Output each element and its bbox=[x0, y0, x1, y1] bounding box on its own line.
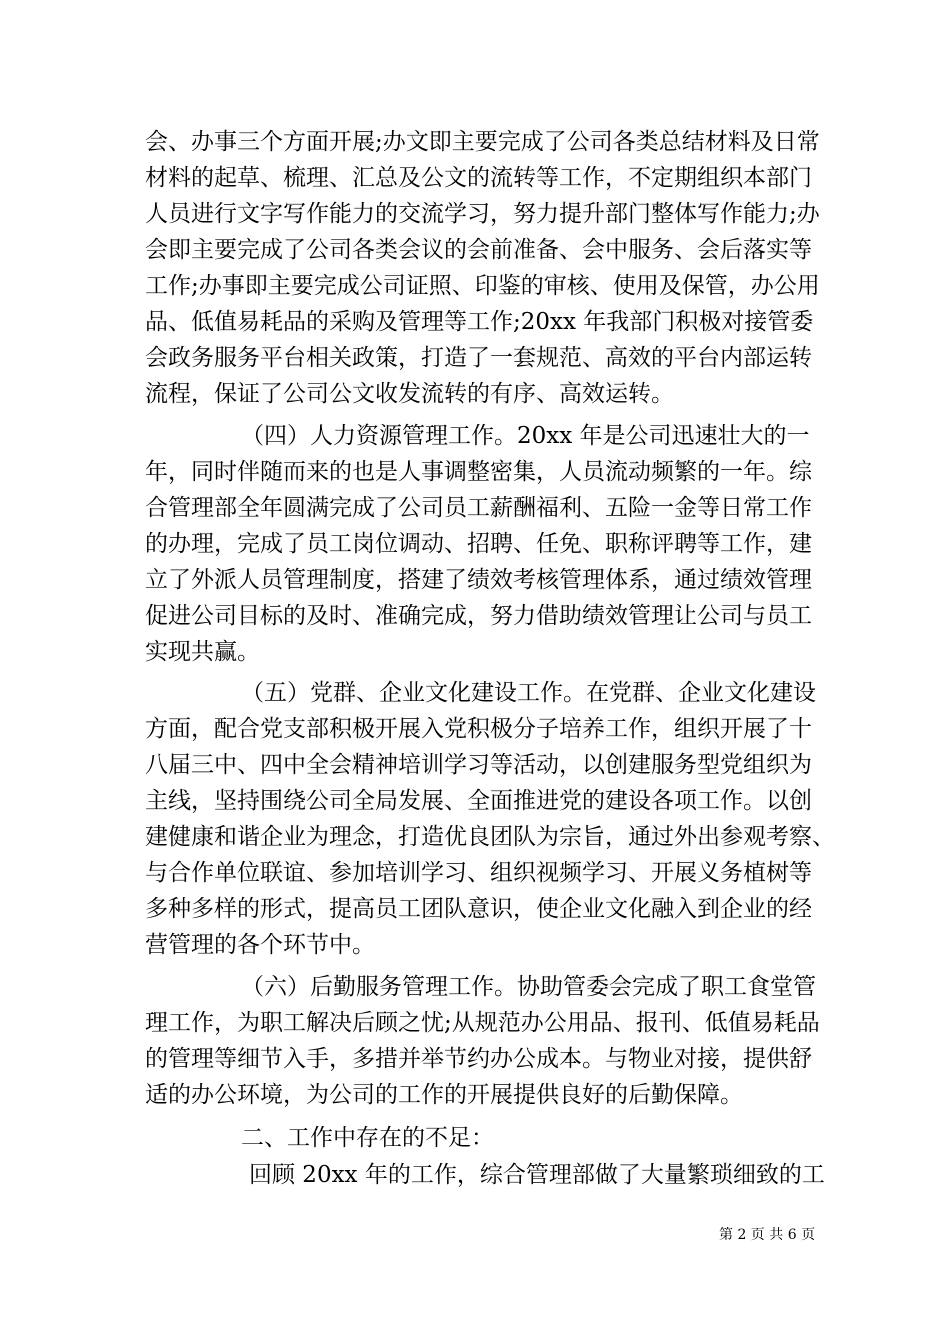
page-number: 第 2 页 共 6 页 bbox=[719, 1227, 816, 1243]
document-page: 会、办事三个方面开展;办文即主要完成了公司各类总结材料及日常 材料的起草、梳理、汇总及公文的流转等工作，不定期组织本部门 人员进行文字写作能力的交流学习，努力提升部门整体写作能力;办 会即主要完成了公司各类会议的会前准备、会中服务、会后落实等 工作;办事即主要完成公司证照、印鉴的审核、使用及保管，办公用 品、低值易耗品的采购及管理等工作;20xx 年我部门积极对接管委 会政务服务平台相关政策，打造了一套规范、高效的平台内部运转 流程，保证了公司公文收发流转的有序、高效运转。 （四）人力资源管理工作。20xx 年是公司迅速壮大的一 年，同时伴随而来的也是人事调整密集，人员流动频繁的一年。综 合管理部全年圆满完成了公司员工薪酬福利、五险一金等日常工作 的办理，完成了员工岗位调动、招聘、任免、职称评聘等工作，建 立了外派人员管理制度，搭建了绩效考核管理体系，通过绩效管理 促进公司目标的及时、准确完成，努力借助绩效管理让公司与员工 实现共赢。 （五）党群、企业文化建设工作。在党群、企业文化建设 方面，配合党支部积极开展入党积极分子培养工作，组织开展了十 八届三中、四中全会精神培训学习等活动，以创建服务型党组织为 主线，坚持围绕公司全局发展、全面推进党的建设各项工作。以创 建健康和谐企业为理念，打造优良团队为宗旨，通过外出参观考察、 与合作单位联谊、参加培训学习、组织视频学习、开展义务植树等 多种多样的形式，提高员工团队意识，使企业文化融入到企业的经 营管理的各个环节中。 （六）后勤服务管理工作。协助管委会完成了职工食堂管 理工作，为职工解决后顾之忧;从规范办公用品、报刊、低值易耗品 的管理等细节入手，多措并举节约办公成本。与物业对接，提供舒 适的办公环境，为公司的工作的开展提供良好的后勤保障。 二、工作中存在的不足： 回顾 20xx 年的工作，综合管理部做了大量繁琐细致的工 第 2 页 共 6 页 bbox=[145, 129, 835, 1243]
